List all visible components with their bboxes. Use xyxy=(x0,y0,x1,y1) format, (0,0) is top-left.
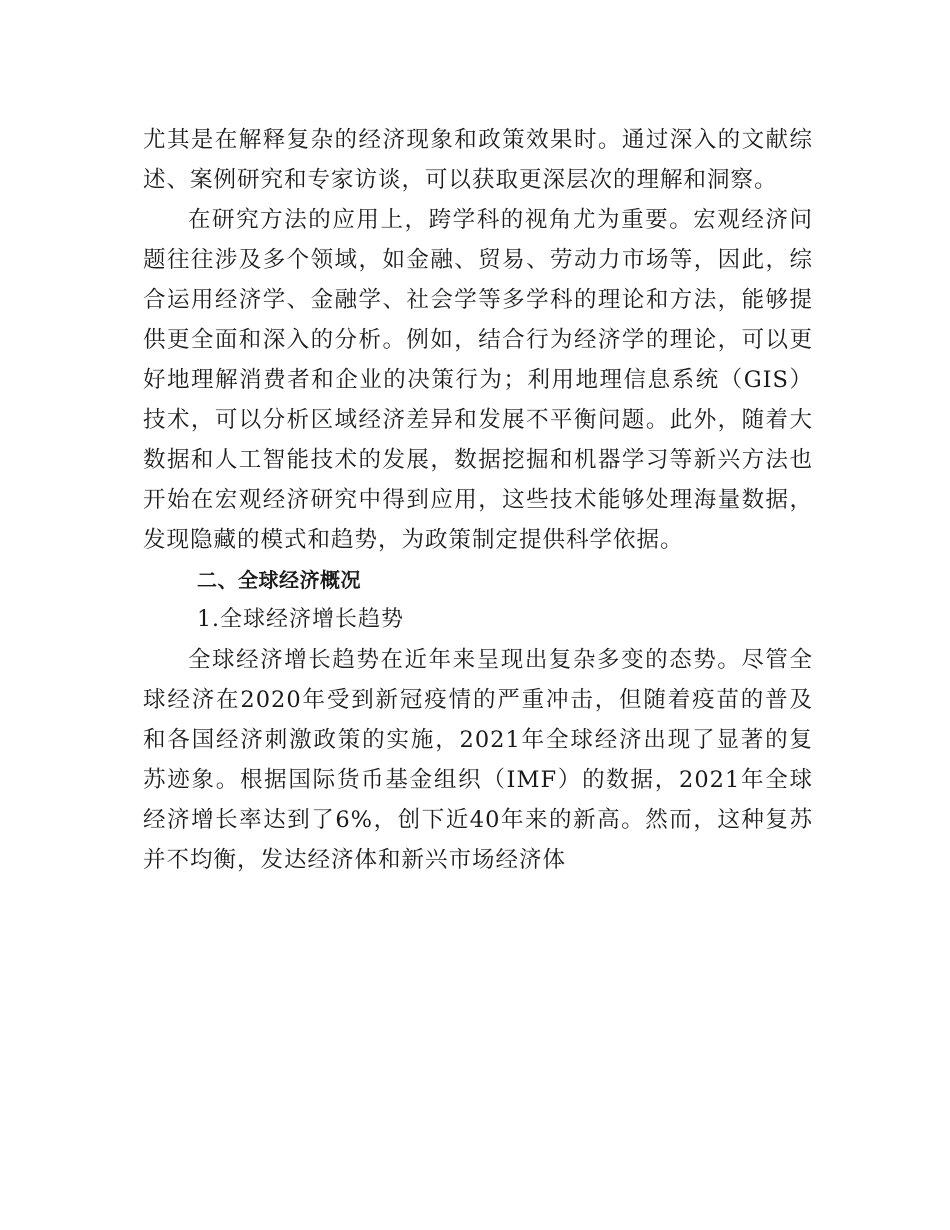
paragraph-research-methods: 在研究方法的应用上，跨学科的视角尤为重要。宏观经济问题往往涉及多个领域，如金融、贸易、劳动力市场等，因此，综合运用经济学、金融学、社会学等多学科的理论和方法，能够提供更全面和深入的分析。例如，结合行为经济学的理论，可以更好地理解消费者和企业的决策行为；利用地理信息系统（GIS）技术，可以分析区域经济差异和发展不平衡问题。此外，随着大数据和人工智能技术的发展，数据挖掘和机器学习等新兴方法也开始在宏观经济研究中得到应用，这些技术能够处理海量数据，发现隐藏的模式和趋势，为政策制定提供科学依据。 xyxy=(143,207,813,553)
paragraph-global-growth: 全球经济增长趋势在近年来呈现出复杂多变的态势。尽管全球经济在2020年受到新冠疫情的严重冲击，但随着疫苗的普及和各国经济刺激政策的实施，2021年全球经济出现了显著的复苏迹象。根据国际货币基金组织（IMF）的数据，2021年全球经济增长率达到了6%，创下近40年来的新高。然而，这种复苏并不均衡，发达经济体和新兴市场经济体 xyxy=(143,647,813,873)
paragraph-continuation: 尤其是在解释复杂的经济现象和政策效果时。通过深入的文献综述、案例研究和专家访谈，可以获取更深层次的理解和洞察。 xyxy=(143,127,813,193)
document-body xyxy=(143,120,813,880)
section-heading: 二、全球经济概况 xyxy=(197,568,361,592)
subsection-heading: 1.全球经济增长趋势 xyxy=(197,607,404,632)
